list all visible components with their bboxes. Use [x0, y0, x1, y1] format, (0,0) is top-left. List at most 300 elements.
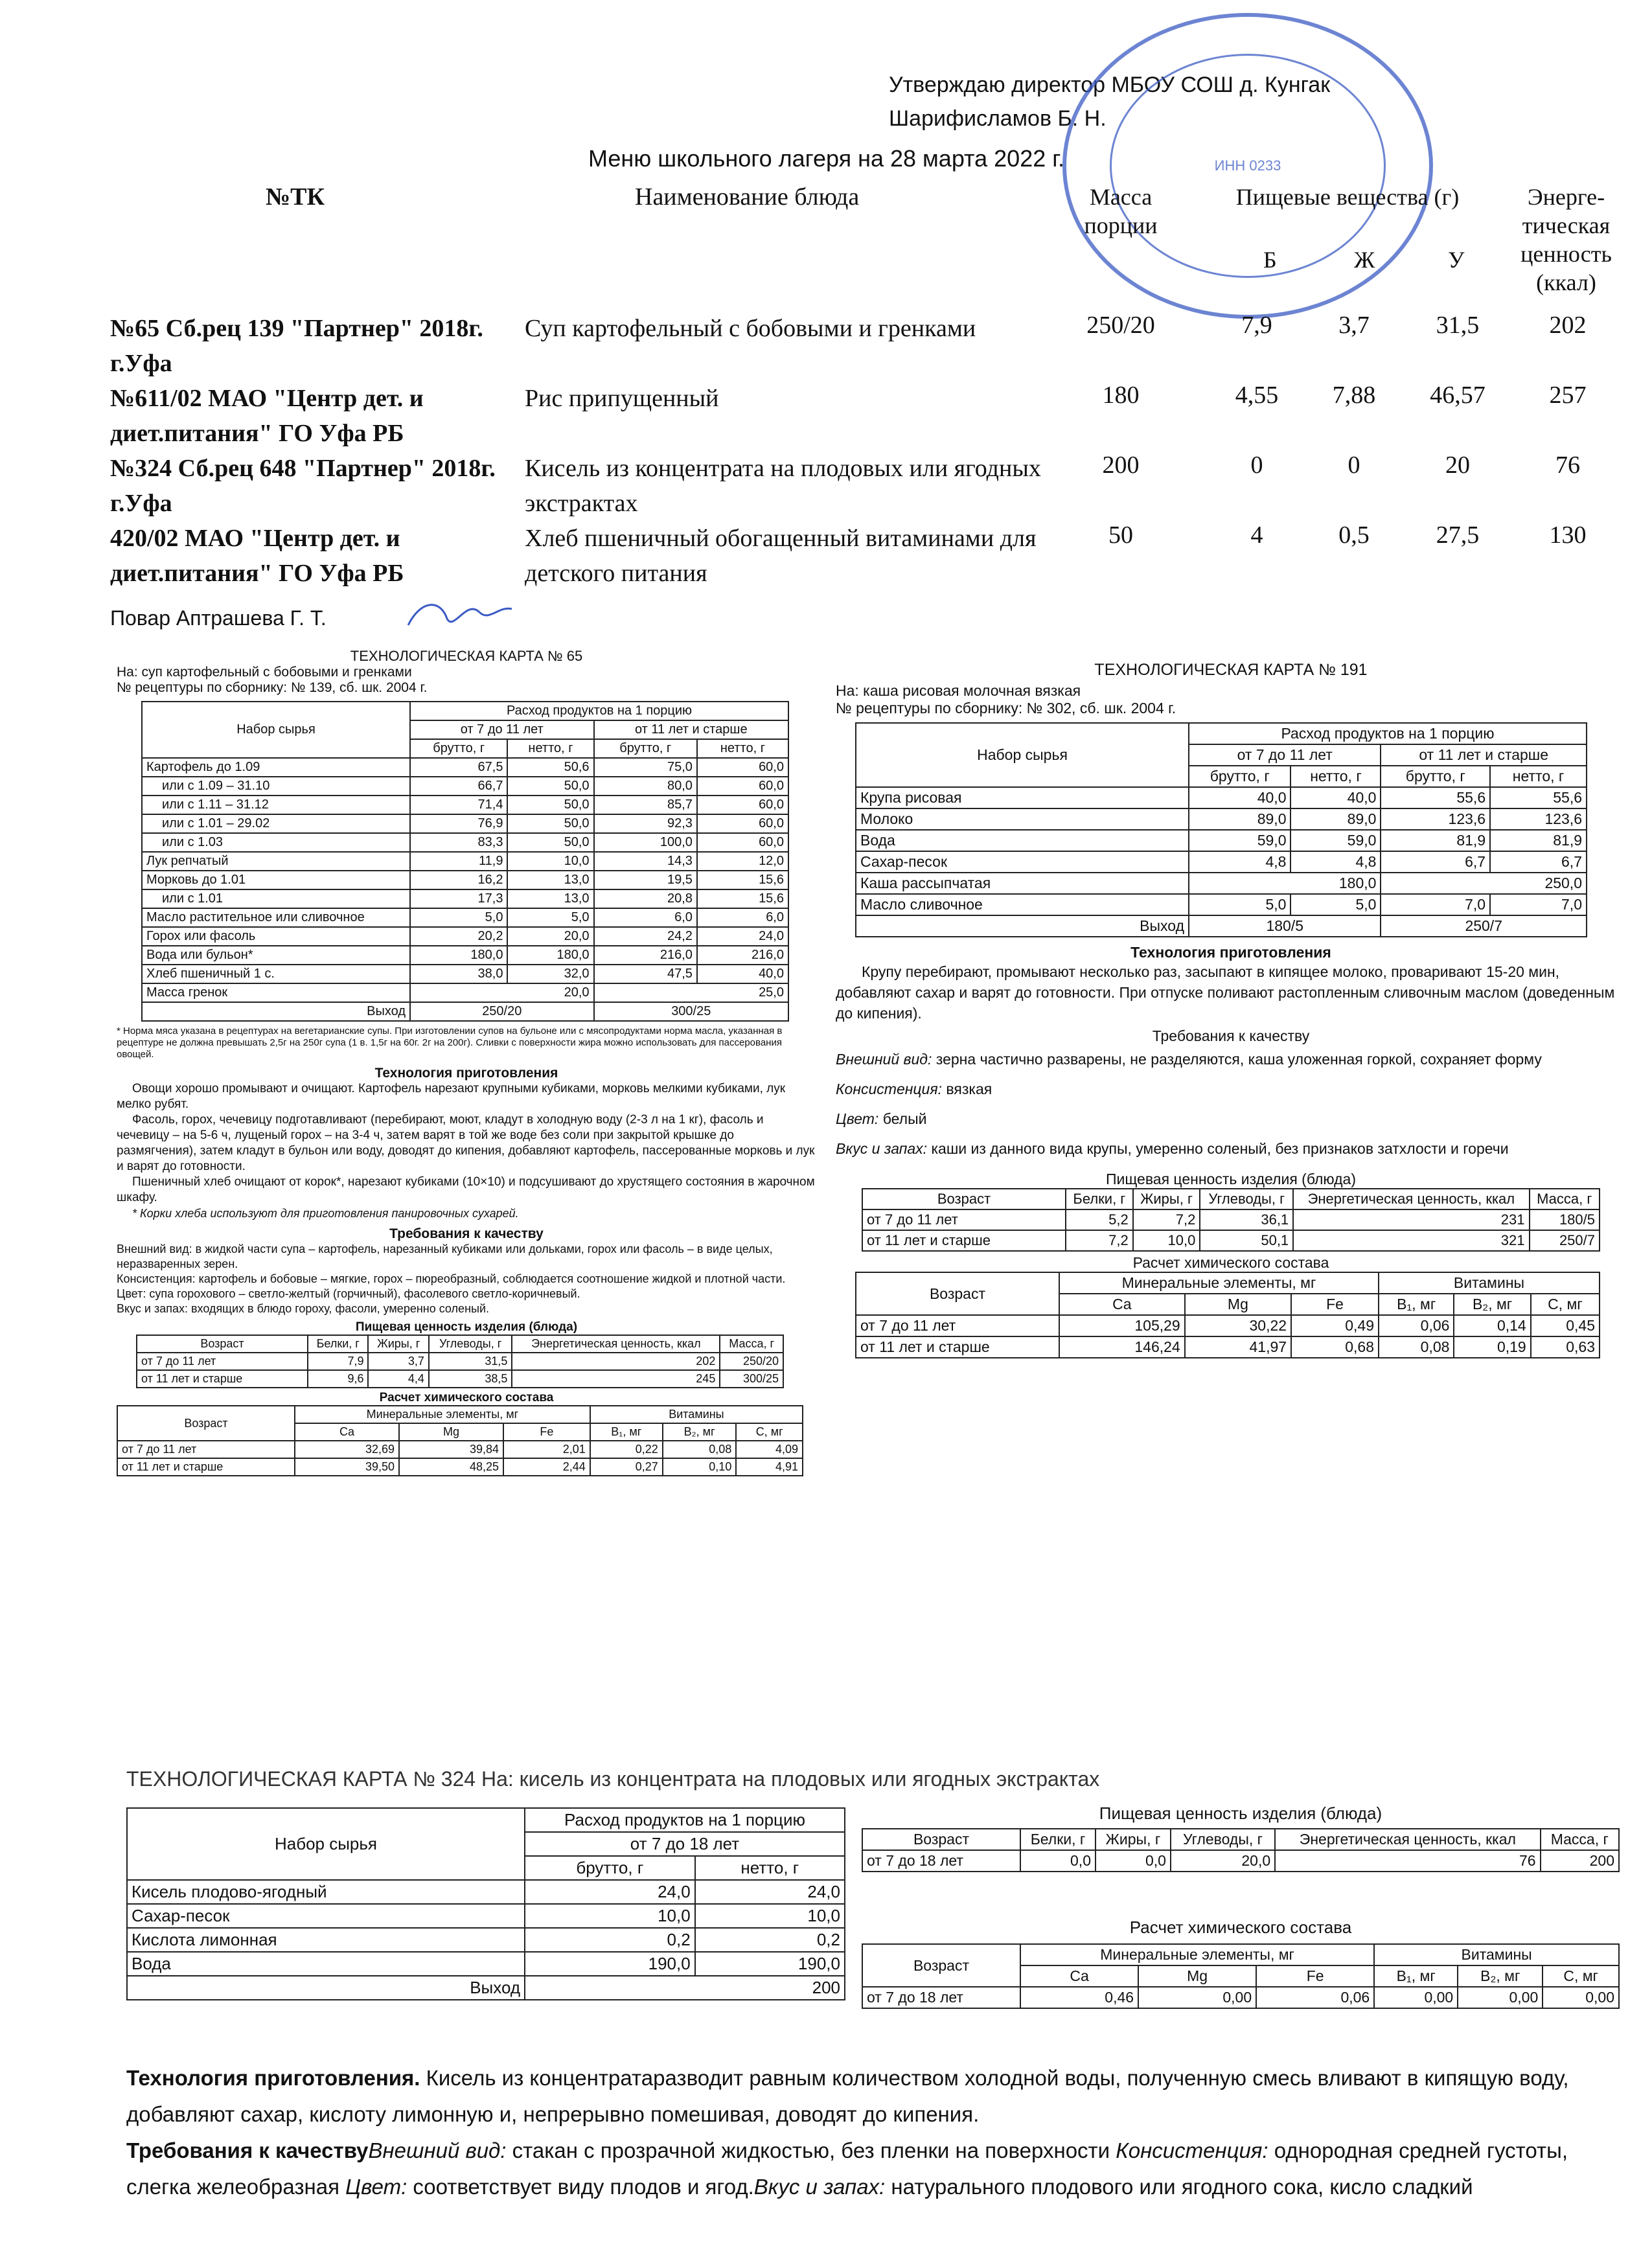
cell: 100,0	[594, 833, 697, 852]
cell: 0,00	[1138, 1987, 1256, 2008]
menu-header-nutrients: Пищевые вещества (г)	[1235, 184, 1460, 210]
cell: Набор сырья	[127, 1808, 525, 1880]
cell: 20,0	[410, 983, 594, 1002]
table-row	[856, 808, 1587, 830]
approval-line: Утверждаю директор МБОУ СОШ д. Кунгак	[889, 73, 1331, 97]
menu-header-b: Б	[1263, 247, 1277, 273]
cell: 0,22	[590, 1441, 663, 1458]
card65-req-p: Консистенция: картофель и бобовые – мягкие, горох – пюреобразный, соблюдается соотношение жидкой и плотной части.	[117, 1272, 786, 1285]
cell: Вода	[127, 1952, 525, 1976]
cell: 0,46	[1020, 1987, 1138, 2008]
cell: B₂, мг	[663, 1423, 737, 1441]
cell: 7,2	[1066, 1230, 1133, 1251]
cell: 4,8	[1189, 851, 1291, 873]
menu-row-u: 27,5	[1436, 521, 1480, 549]
card191-tech: Крупу перебирают, промывают несколько раз, засыпают в кипящее молоко, проваривают 15-20 мин, добавляют сахар и варят до готовности. При отпуске поливают растопленным сливочным маслом (доведенным до кипения).	[836, 963, 1615, 1022]
cell: 38,0	[410, 965, 507, 983]
card65-h-brutto: брутто, г	[410, 739, 507, 758]
cell: 24,2	[594, 927, 697, 946]
cell: 81,9	[1490, 830, 1587, 851]
cell: 10,0	[695, 1904, 845, 1928]
table-row	[856, 894, 1587, 915]
cell: от 7 до 18 лет	[862, 1987, 1020, 2008]
cell: Сахар-песок	[127, 1904, 525, 1928]
cell: 180/5	[1530, 1209, 1600, 1230]
cell: 202	[512, 1353, 720, 1370]
cell: 60,0	[697, 758, 788, 777]
cell: 16,2	[410, 871, 507, 889]
cell: от 7 до 11 лет	[137, 1353, 308, 1370]
cell: нетто, г	[1291, 766, 1381, 787]
cell: 7,2	[1133, 1209, 1200, 1230]
cell: 105,29	[1059, 1315, 1185, 1336]
cell: 5,0	[507, 908, 593, 927]
cell: Масса, г	[720, 1335, 783, 1353]
cell: Выход	[127, 1976, 525, 2000]
cell: 123,6	[1490, 808, 1587, 830]
cell: 24,0	[697, 927, 788, 946]
card191-chem-table	[855, 1272, 1600, 1358]
cell: Жиры, г	[368, 1335, 428, 1353]
cell: Жиры, г	[1096, 1829, 1171, 1850]
cell: C, мг	[1543, 1965, 1619, 1987]
table-row	[127, 1928, 845, 1952]
cell: 83,3	[410, 833, 507, 852]
menu-row-name: Кисель из концентрата на плодовых или ягодных экстрактах	[525, 455, 1041, 517]
cell: 0,00	[1458, 1987, 1543, 2008]
cell: Вода	[856, 830, 1189, 851]
req-text: однородная средней густоты, слегка желеобразная	[126, 2138, 1568, 2199]
menu-row-zh: 0,5	[1338, 521, 1370, 549]
cook-signature-line: Повар Аптрашева Г. Т.	[110, 606, 327, 630]
cell: 41,97	[1185, 1336, 1291, 1358]
cell: 146,24	[1059, 1336, 1185, 1358]
req-text: стакан с прозрачной жидкостью, без пленки на поверхности	[506, 2138, 1116, 2162]
cell: 180,0	[410, 946, 507, 965]
table-row	[142, 796, 788, 814]
cell: 0,19	[1454, 1336, 1530, 1358]
card65-tech-p: * Корки хлеба используют для приготовления панировочных сухарей.	[132, 1207, 519, 1220]
cell: Возраст	[862, 1829, 1020, 1850]
card191-nut-title: Пищевая ценность изделия (блюда)	[1105, 1171, 1357, 1187]
table-row	[137, 1370, 783, 1388]
cell: брутто, г	[525, 1856, 695, 1880]
cell: 231	[1293, 1209, 1529, 1230]
cell: 0,00	[1374, 1987, 1458, 2008]
cell: 0,08	[1379, 1336, 1454, 1358]
cell: 0,00	[1543, 1987, 1619, 2008]
table-row	[142, 946, 788, 965]
cell: 4,4	[368, 1370, 428, 1388]
menu-row-b: 4	[1250, 521, 1263, 549]
cell: 50,0	[507, 796, 593, 814]
table-row	[127, 1976, 845, 2000]
cell: 2,44	[503, 1458, 590, 1476]
cell: 6,7	[1490, 851, 1587, 873]
card-65	[117, 648, 816, 1476]
table-row	[856, 787, 1587, 808]
cell: Углеводы, г	[1200, 1189, 1293, 1209]
menu-row-name: Хлеб пшеничный обогащенный витаминами для детского питания	[525, 525, 1037, 587]
cell: Витамины	[1374, 1944, 1619, 1965]
cell: 20,8	[594, 889, 697, 908]
cell: Набор сырья	[856, 723, 1189, 787]
card191-tech-title: Технология приготовления	[1130, 944, 1331, 961]
card191-req	[836, 1079, 1626, 1099]
card191-req	[836, 1108, 1626, 1129]
card65-h-brutto: брутто, г	[594, 739, 697, 758]
tech-label: Технология приготовления.	[126, 2066, 420, 2090]
cell: Возраст	[137, 1335, 308, 1353]
cell: 0,06	[1256, 1987, 1374, 2008]
cell: C, мг	[736, 1423, 803, 1441]
table-row	[142, 833, 788, 852]
cell: 17,3	[410, 889, 507, 908]
cell: 66,7	[410, 777, 507, 796]
table-row	[142, 814, 788, 833]
cell: 0,08	[663, 1441, 737, 1458]
menu-row-e: 202	[1549, 312, 1587, 339]
req-label: Цвет:	[345, 2175, 407, 2199]
cell: Белки, г	[1020, 1829, 1096, 1850]
cell: 5,0	[410, 908, 507, 927]
card324-chem-table	[862, 1943, 1620, 2009]
cell: 15,6	[697, 871, 788, 889]
table-row	[142, 777, 788, 796]
cell: Минеральные элементы, мг	[295, 1406, 590, 1423]
tech-text: Кисель из концентратаразводит равным количеством холодной воды, полученную смесь вливают в кипящую воду, добавляют сахар, кислоту лимонную и, непрерывно помешивая, доводят до кипения.	[126, 2066, 1569, 2126]
cell: нетто, г	[695, 1856, 845, 1880]
cell: 6,7	[1381, 851, 1490, 873]
cell: Ca	[1020, 1965, 1138, 1987]
cell: Ca	[1059, 1294, 1185, 1315]
cell: 200	[525, 1976, 845, 2000]
cell: Расход продуктов на 1 порцию	[525, 1808, 845, 1832]
cell: брутто, г	[1381, 766, 1490, 787]
cell: Возраст	[856, 1272, 1059, 1315]
table-row	[856, 1336, 1600, 1358]
cell: Энергетическая ценность, ккал	[1275, 1829, 1540, 1850]
cell: 0,49	[1291, 1315, 1379, 1336]
cell: от 11 лет и старше	[1381, 744, 1587, 766]
cell: 50,6	[507, 758, 593, 777]
cell: Энергетическая ценность, ккал	[512, 1335, 720, 1353]
menu-row-b: 4,55	[1235, 382, 1279, 409]
table-row	[142, 871, 788, 889]
cell: 0,06	[1379, 1315, 1454, 1336]
table-row	[856, 1315, 1600, 1336]
req-label: Внешний вид:	[836, 1051, 932, 1068]
cell: Хлеб пшеничный 1 с.	[142, 965, 410, 983]
menu-row-mass: 180	[1102, 382, 1140, 409]
cell: 20,0	[507, 927, 593, 946]
cell: от 11 лет и старше	[117, 1458, 295, 1476]
menu-row-b: 7,9	[1241, 312, 1272, 339]
cell: 10,0	[1133, 1230, 1200, 1251]
card191-nutrition-table	[862, 1188, 1600, 1252]
cell: B₁, мг	[1379, 1294, 1454, 1315]
cell: 32,0	[507, 965, 593, 983]
cell: Mg	[399, 1423, 503, 1441]
cell: Морковь до 1.01	[142, 871, 410, 889]
cell: Fe	[1291, 1294, 1379, 1315]
cell: 31,5	[429, 1353, 512, 1370]
director-name: Шарифисламов Б. Н.	[889, 106, 1107, 131]
menu-header-zh: Ж	[1354, 247, 1375, 273]
cell: брутто, г	[1189, 766, 1291, 787]
table-row	[142, 908, 788, 927]
cell: Крупа рисовая	[856, 787, 1189, 808]
cell: 24,0	[525, 1880, 695, 1904]
card191-recipe: № рецептуры по сборнику: № 302, сб. шк. 2004 г.	[836, 700, 1176, 716]
cell: 216,0	[697, 946, 788, 965]
cell: 20,0	[1171, 1850, 1275, 1872]
cell: от 7 до 18 лет	[525, 1832, 845, 1856]
cell: 24,0	[695, 1880, 845, 1904]
cell: 0,2	[525, 1928, 695, 1952]
table-row	[142, 852, 788, 871]
cell: 13,0	[507, 871, 593, 889]
menu-row-name: Рис припущенный	[525, 385, 719, 412]
card65-tech-p: Пшеничный хлеб очищают от корок*, нарезают кубиками (10×10) и подсушивают до хрустящего состояния в жарочном шкафу.	[117, 1175, 815, 1204]
cell: B₁, мг	[590, 1423, 663, 1441]
cell: или с 1.03	[142, 833, 410, 852]
cell: Минеральные элементы, мг	[1059, 1272, 1379, 1294]
menu-header-u: У	[1448, 247, 1465, 273]
menu-header-name: Наименование блюда	[635, 183, 860, 211]
cell: 10,0	[525, 1904, 695, 1928]
cell: Расход продуктов на 1 порцию	[1189, 723, 1587, 744]
cell: Сахар-песок	[856, 851, 1189, 873]
cell: 85,7	[594, 796, 697, 814]
card-191	[836, 661, 1626, 1358]
menu-header-mass: Масса порции	[1084, 184, 1158, 238]
card324-tech	[126, 2060, 1616, 2133]
cell: 15,6	[697, 889, 788, 908]
table-row	[117, 1441, 803, 1458]
cell: Витамины	[1379, 1272, 1600, 1294]
cell: 60,0	[697, 777, 788, 796]
req-label: Цвет:	[836, 1110, 879, 1127]
menu-row-tk: 420/02 МАО "Центр дет. и диет.питания" ГО Уфа РБ	[110, 525, 404, 587]
card191-chem-title: Расчет химического состава	[1132, 1254, 1329, 1271]
cell: 250/20	[720, 1353, 783, 1370]
card324-text	[126, 2060, 1616, 2205]
card65-req-title: Требования к качеству	[389, 1226, 544, 1241]
table-row	[142, 889, 788, 908]
cell: Каша рассыпчатая	[856, 873, 1189, 894]
cell: от 11 лет и старше	[137, 1370, 308, 1388]
cell: 7,9	[308, 1353, 368, 1370]
cell: 59,0	[1189, 830, 1291, 851]
cell: от 7 до 11 лет	[856, 1315, 1059, 1336]
cell: 36,1	[1200, 1209, 1293, 1230]
cell: B₁, мг	[1374, 1965, 1458, 1987]
cell: Горох или фасоль	[142, 927, 410, 946]
card324-nutrition-table	[862, 1828, 1620, 1872]
menu-row-e: 130	[1549, 521, 1587, 549]
cell: 0,10	[663, 1458, 737, 1476]
card65-h-g2: от 11 лет и старше	[594, 720, 788, 739]
cell: 60,0	[697, 814, 788, 833]
cell: 5,0	[1291, 894, 1381, 915]
cell: 0,27	[590, 1458, 663, 1476]
card191-req	[836, 1138, 1626, 1159]
cell: 71,4	[410, 796, 507, 814]
cell: 55,6	[1490, 787, 1587, 808]
table-row	[127, 1952, 845, 1976]
cell: 123,6	[1381, 808, 1490, 830]
cell: 190,0	[525, 1952, 695, 1976]
card65-dish: На: суп картофельный с бобовыми и гренками	[117, 665, 412, 680]
cook-signature	[402, 586, 518, 638]
menu-header-energy: Энерге-тическая ценность (ккал)	[1520, 184, 1612, 295]
cell: 50,0	[507, 777, 593, 796]
card324-title: ТЕХНОЛОГИЧЕСКАЯ КАРТА № 324 На: кисель из концентрата на плодовых или ягодных экстрактах	[126, 1767, 1100, 1791]
card65-req-p: Вкус и запах: входящих в блюдо гороху, фасоли, умеренно соленый.	[117, 1302, 489, 1315]
card65-title: ТЕХНОЛОГИЧЕСКАЯ КАРТА № 65	[350, 648, 583, 664]
cell: Лук репчатый	[142, 852, 410, 871]
cell: Картофель до 1.09	[142, 758, 410, 777]
cell: 81,9	[1381, 830, 1490, 851]
table-row	[127, 1904, 845, 1928]
cell: 245	[512, 1370, 720, 1388]
card191-title: ТЕХНОЛОГИЧЕСКАЯ КАРТА № 191	[1094, 661, 1368, 679]
table-row	[862, 1230, 1600, 1251]
card324-ingredients-table	[126, 1807, 845, 2000]
card65-tech-title: Технология приготовления	[374, 1066, 558, 1081]
card65-req-p: Внешний вид: в жидкой части супа – картофель, нарезанный кубиками или дольками, горох или фасоль – в виде целых, неразваренных зерен.	[117, 1243, 773, 1270]
cell: 250/7	[1530, 1230, 1600, 1251]
cell: 30,22	[1185, 1315, 1291, 1336]
card65-tech-p: Фасоль, горох, чечевицу подготавливают (перебирают, моют, кладут в холодную воду (2-3 л на 1 кг), фасоль и чечевицу – на 5-6 ч, лущеный горох – на 3-4 ч, затем варят в той же воде без соли при закрытой крышке до размягчения), затем кладут в бульон или воду, доводят до кипения, добавляют картофель, пассерованные морковь и лук и варят до готовности.	[117, 1113, 815, 1173]
cell: B₂, мг	[1458, 1965, 1543, 1987]
cell: или с 1.11 – 31.12	[142, 796, 410, 814]
cell: 89,0	[1189, 808, 1291, 830]
cell: Кисель плодово-ягодный	[127, 1880, 525, 1904]
cell: 10,0	[507, 852, 593, 871]
menu-row-tk: №65 Сб.рец 139 "Партнер" 2018г. г.Уфа	[110, 315, 483, 377]
cell: 67,5	[410, 758, 507, 777]
cell: 75,0	[594, 758, 697, 777]
card65-chem-title: Расчет химического состава	[379, 1391, 554, 1404]
cell: 20,2	[410, 927, 507, 946]
table-row	[142, 965, 788, 983]
req-label: Консистенция:	[836, 1081, 943, 1097]
req-text: натурального плодового или ягодного сока, кисло сладкий	[885, 2175, 1473, 2199]
menu-row-u: 31,5	[1436, 312, 1480, 339]
cell: Выход	[142, 1002, 410, 1021]
table-row	[142, 758, 788, 777]
card324-req	[126, 2133, 1616, 2205]
cell: 38,5	[429, 1370, 512, 1388]
cell: 59,0	[1291, 830, 1381, 851]
cell: нетто, г	[1490, 766, 1587, 787]
cell: 321	[1293, 1230, 1529, 1251]
cell: 12,0	[697, 852, 788, 871]
cell: Масса, г	[1530, 1189, 1600, 1209]
cell: Минеральные элементы, мг	[1020, 1944, 1374, 1965]
cell: Fe	[1256, 1965, 1374, 1987]
cell: Белки, г	[1066, 1189, 1133, 1209]
cell: 4,8	[1291, 851, 1381, 873]
card65-h-g1: от 7 до 11 лет	[410, 720, 594, 739]
menu-header-tk: №ТК	[266, 183, 325, 211]
cell: 76	[1275, 1850, 1540, 1872]
cell: B₂, мг	[1454, 1294, 1530, 1315]
card65-chem-table	[117, 1405, 803, 1476]
cell: 55,6	[1381, 787, 1490, 808]
cell: 60,0	[697, 796, 788, 814]
cell: Mg	[1185, 1294, 1291, 1315]
cell: 76,9	[410, 814, 507, 833]
table-row	[117, 1458, 803, 1476]
cell: или с 1.01 – 29.02	[142, 814, 410, 833]
cell: от 7 до 11 лет	[1189, 744, 1381, 766]
cell: от 7 до 18 лет	[862, 1850, 1020, 1872]
cell: 6,0	[697, 908, 788, 927]
menu-row-b: 0	[1250, 452, 1263, 479]
cell: 80,0	[594, 777, 697, 796]
req-text: каши из данного вида крупы, умеренно соленый, без признаков затхлости и горечи	[927, 1140, 1509, 1157]
cell: 180/5	[1189, 915, 1381, 937]
cell: или с 1.01	[142, 889, 410, 908]
cell: Выход	[856, 915, 1189, 937]
cell: Молоко	[856, 808, 1189, 830]
cell: 5,2	[1066, 1209, 1133, 1230]
menu-title: Меню школьного лагеря на 28 марта 2022 г.	[588, 145, 1064, 172]
cell: 250/20	[410, 1002, 594, 1021]
cell: 40,0	[1189, 787, 1291, 808]
cell: 0,14	[1454, 1315, 1530, 1336]
card65-h-raw: Набор сырья	[142, 702, 410, 758]
menu-table	[97, 175, 1613, 602]
cell: 0,68	[1291, 1336, 1379, 1358]
cell: Масса, г	[1541, 1829, 1619, 1850]
cell: 13,0	[507, 889, 593, 908]
cell: Масло сливочное	[856, 894, 1189, 915]
cell: 300/25	[720, 1370, 783, 1388]
cell: Возраст	[862, 1189, 1066, 1209]
table-row	[142, 1002, 788, 1021]
table-row	[862, 1987, 1619, 2008]
menu-row-u: 20	[1445, 452, 1470, 479]
cell: 250/7	[1381, 915, 1587, 937]
card65-h-netto: нетто, г	[507, 739, 593, 758]
cell: от 11 лет и старше	[862, 1230, 1066, 1251]
cell: от 7 до 11 лет	[862, 1209, 1066, 1230]
card324-chem-title: Расчет химического состава	[1129, 1918, 1352, 1937]
cell: 3,7	[368, 1353, 428, 1370]
menu-row-zh: 3,7	[1338, 312, 1370, 339]
menu-row-mass: 50	[1108, 521, 1133, 549]
cell: Mg	[1138, 1965, 1256, 1987]
req-label: Внешний вид:	[368, 2138, 507, 2162]
menu-row-tk: №611/02 МАО "Центр дет. и диет.питания" ГО Уфа РБ	[110, 385, 424, 447]
cell: Жиры, г	[1133, 1189, 1200, 1209]
cell: 50,1	[1200, 1230, 1293, 1251]
table-row	[862, 1209, 1600, 1230]
cell: 60,0	[697, 833, 788, 852]
cell: 40,0	[697, 965, 788, 983]
req-text: зерна частично разварены, не разделяются, каша уложенная горкой, сохраняет форму	[932, 1051, 1542, 1068]
cell: Углеводы, г	[1171, 1829, 1275, 1850]
cell: 19,5	[594, 871, 697, 889]
card65-h-netto: нетто, г	[697, 739, 788, 758]
card324-nut-title: Пищевая ценность изделия (блюда)	[1099, 1804, 1382, 1823]
cell: 40,0	[1291, 787, 1381, 808]
card191-req-title: Требования к качеству	[1152, 1027, 1310, 1044]
